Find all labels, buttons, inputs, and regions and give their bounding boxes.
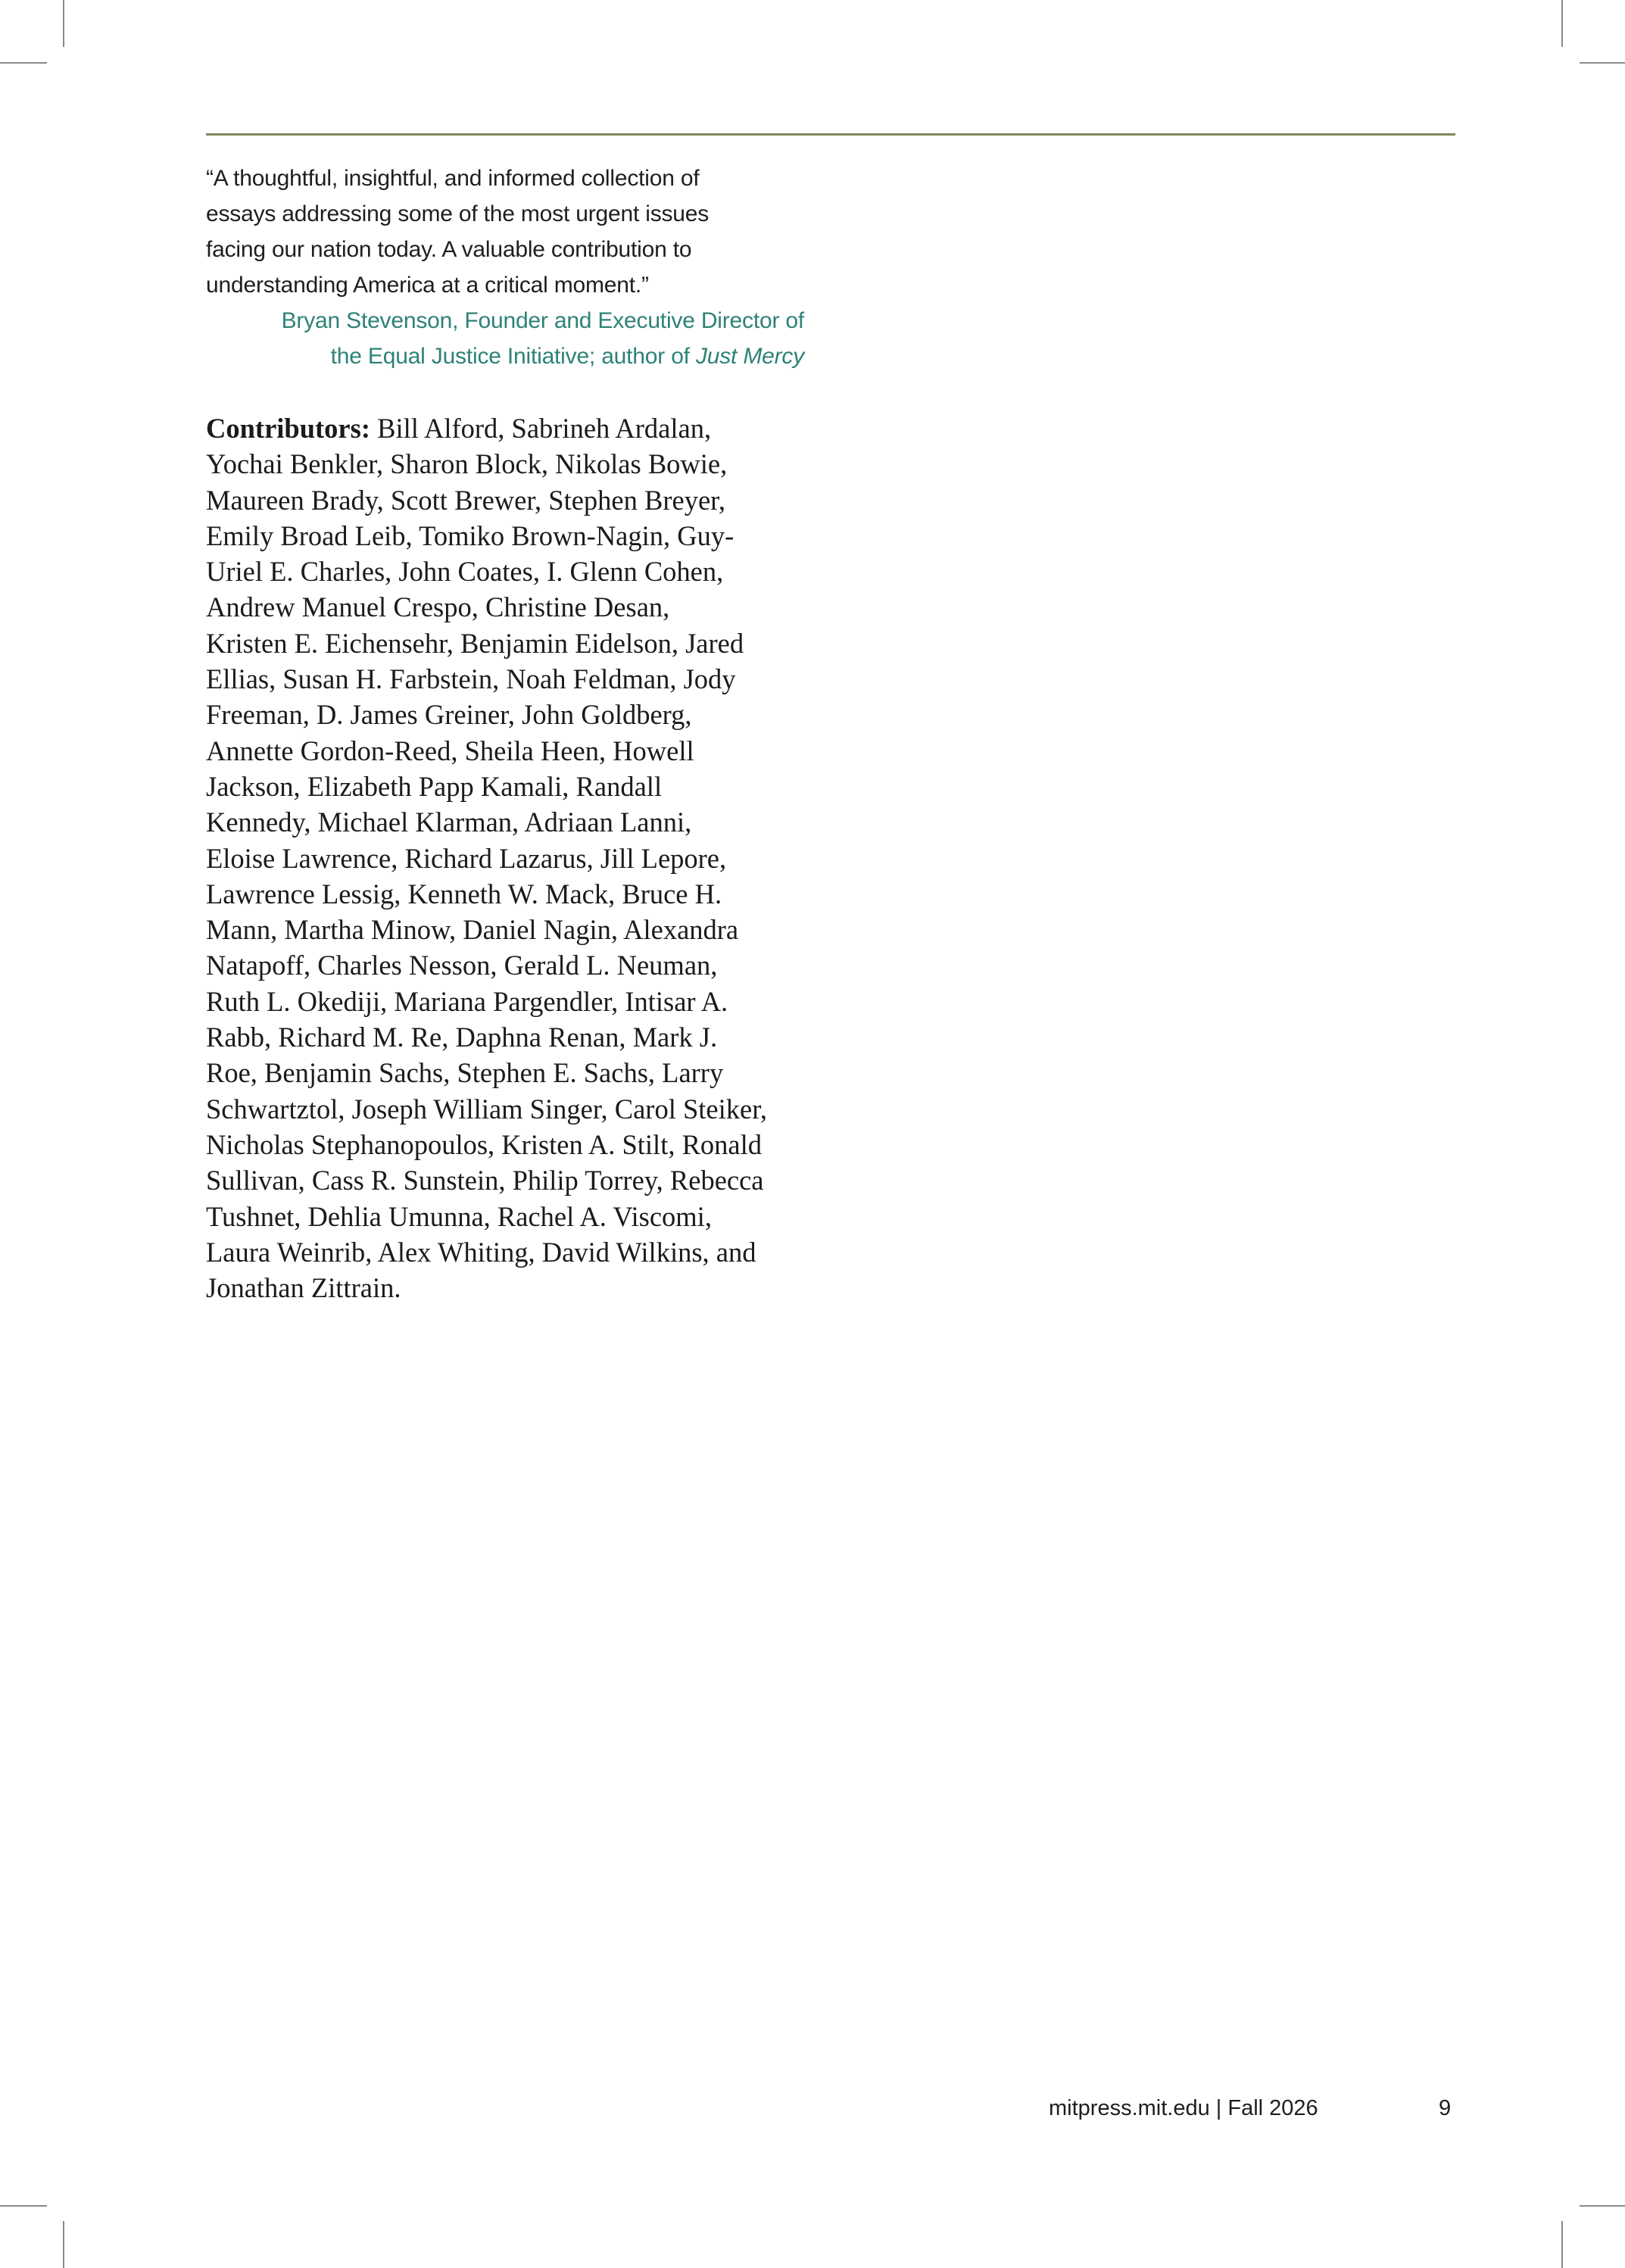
quote-line: facing our nation today. A valuable contribution to <box>206 237 692 262</box>
crop-mark-bottom-right-horizontal <box>1580 2205 1625 2207</box>
quote-line: understanding America at a critical moment.” <box>206 273 649 298</box>
contributors-line: Andrew Manuel Crespo, Christine Desan, <box>206 591 670 623</box>
contributors-line: Natapoff, Charles Nesson, Gerald L. Neuman, <box>206 950 718 981</box>
contributors-list <box>206 410 812 1306</box>
contributors-line: Sullivan, Cass R. Sunstein, Philip Torrey, Rebecca <box>206 1165 764 1196</box>
contributors-line: Freeman, D. James Greiner, John Goldberg, <box>206 699 692 731</box>
crop-mark-bottom-right-vertical <box>1561 2221 1563 2268</box>
page-number: 9 <box>1439 2096 1452 2120</box>
quote-attribution <box>206 303 804 374</box>
contributors-label: Contributors: <box>206 413 370 444</box>
contributors-line: Emily Broad Leib, Tomiko Brown-Nagin, Guy- <box>206 519 735 551</box>
endorsement-quote <box>206 161 827 303</box>
book-title: Just Mercy <box>695 344 804 369</box>
crop-mark-bottom-left-vertical <box>63 2221 64 2268</box>
contributors-line: Lawrence Lessig, Kenneth W. Mack, Bruce H. <box>206 878 722 909</box>
contributors-line: Yochai Benkler, Sharon Block, Nikolas Bowie, <box>206 448 728 480</box>
section-divider-rule <box>206 133 1455 136</box>
contributors-line: Kennedy, Michael Klarman, Adriaan Lanni, <box>206 806 692 838</box>
contributors-line: Kristen E. Eichensehr, Benjamin Eidelson, Jared <box>206 627 744 659</box>
crop-mark-bottom-left-horizontal <box>0 2205 47 2207</box>
attribution-line-2 <box>206 338 804 374</box>
contributors-line: Mann, Martha Minow, Daniel Nagin, Alexandra <box>206 914 739 946</box>
contributors-line: Tushnet, Dehlia Umunna, Rachel A. Viscomi, <box>206 1200 712 1232</box>
footer-website: mitpress.mit.edu | Fall 2026 <box>1049 2096 1318 2120</box>
crop-mark-top-left-vertical <box>63 0 64 47</box>
contributors-line-text: Bill Alford, Sabrineh Ardalan, <box>370 413 712 444</box>
contributors-line: Nicholas Stephanopoulos, Kristen A. Stilt, Ronald <box>206 1128 763 1160</box>
contributors-line: Roe, Benjamin Sachs, Stephen E. Sachs, Larry <box>206 1057 724 1089</box>
quote-line: essays addressing some of the most urgent issues <box>206 201 710 226</box>
quote-line: “A thoughtful, insightful, and informed collection of <box>206 166 700 191</box>
contributors-line <box>206 410 812 446</box>
contributors-line: Ruth L. Okediji, Mariana Pargendler, Intisar A. <box>206 985 728 1017</box>
contributors-line: Jackson, Elizabeth Papp Kamali, Randall <box>206 770 663 802</box>
crop-mark-top-left-horizontal <box>0 62 47 64</box>
attribution-line-2-text: the Equal Justice Initiative; author of <box>330 344 696 369</box>
contributors-line: Rabb, Richard M. Re, Daphna Renan, Mark J. <box>206 1022 718 1053</box>
contributors-line: Schwartztol, Joseph William Singer, Carol Steiker, <box>206 1093 768 1125</box>
contributors-line: Maureen Brady, Scott Brewer, Stephen Breyer, <box>206 484 725 516</box>
contributors-line: Ellias, Susan H. Farbstein, Noah Feldman, Jody <box>206 663 736 695</box>
contributors-line: Uriel E. Charles, John Coates, I. Glenn Cohen, <box>206 556 724 588</box>
contributors-line: Eloise Lawrence, Richard Lazarus, Jill Lepore, <box>206 842 727 874</box>
crop-mark-top-right-horizontal <box>1580 62 1625 64</box>
crop-mark-top-right-vertical <box>1561 0 1563 47</box>
attribution-line-1: Bryan Stevenson, Founder and Executive Director of <box>281 308 804 333</box>
contributors-line: Laura Weinrib, Alex Whiting, David Wilkins, and <box>206 1236 756 1268</box>
contributors-line: Jonathan Zittrain. <box>206 1272 401 1304</box>
contributors-line: Annette Gordon-Reed, Sheila Heen, Howell <box>206 735 694 766</box>
